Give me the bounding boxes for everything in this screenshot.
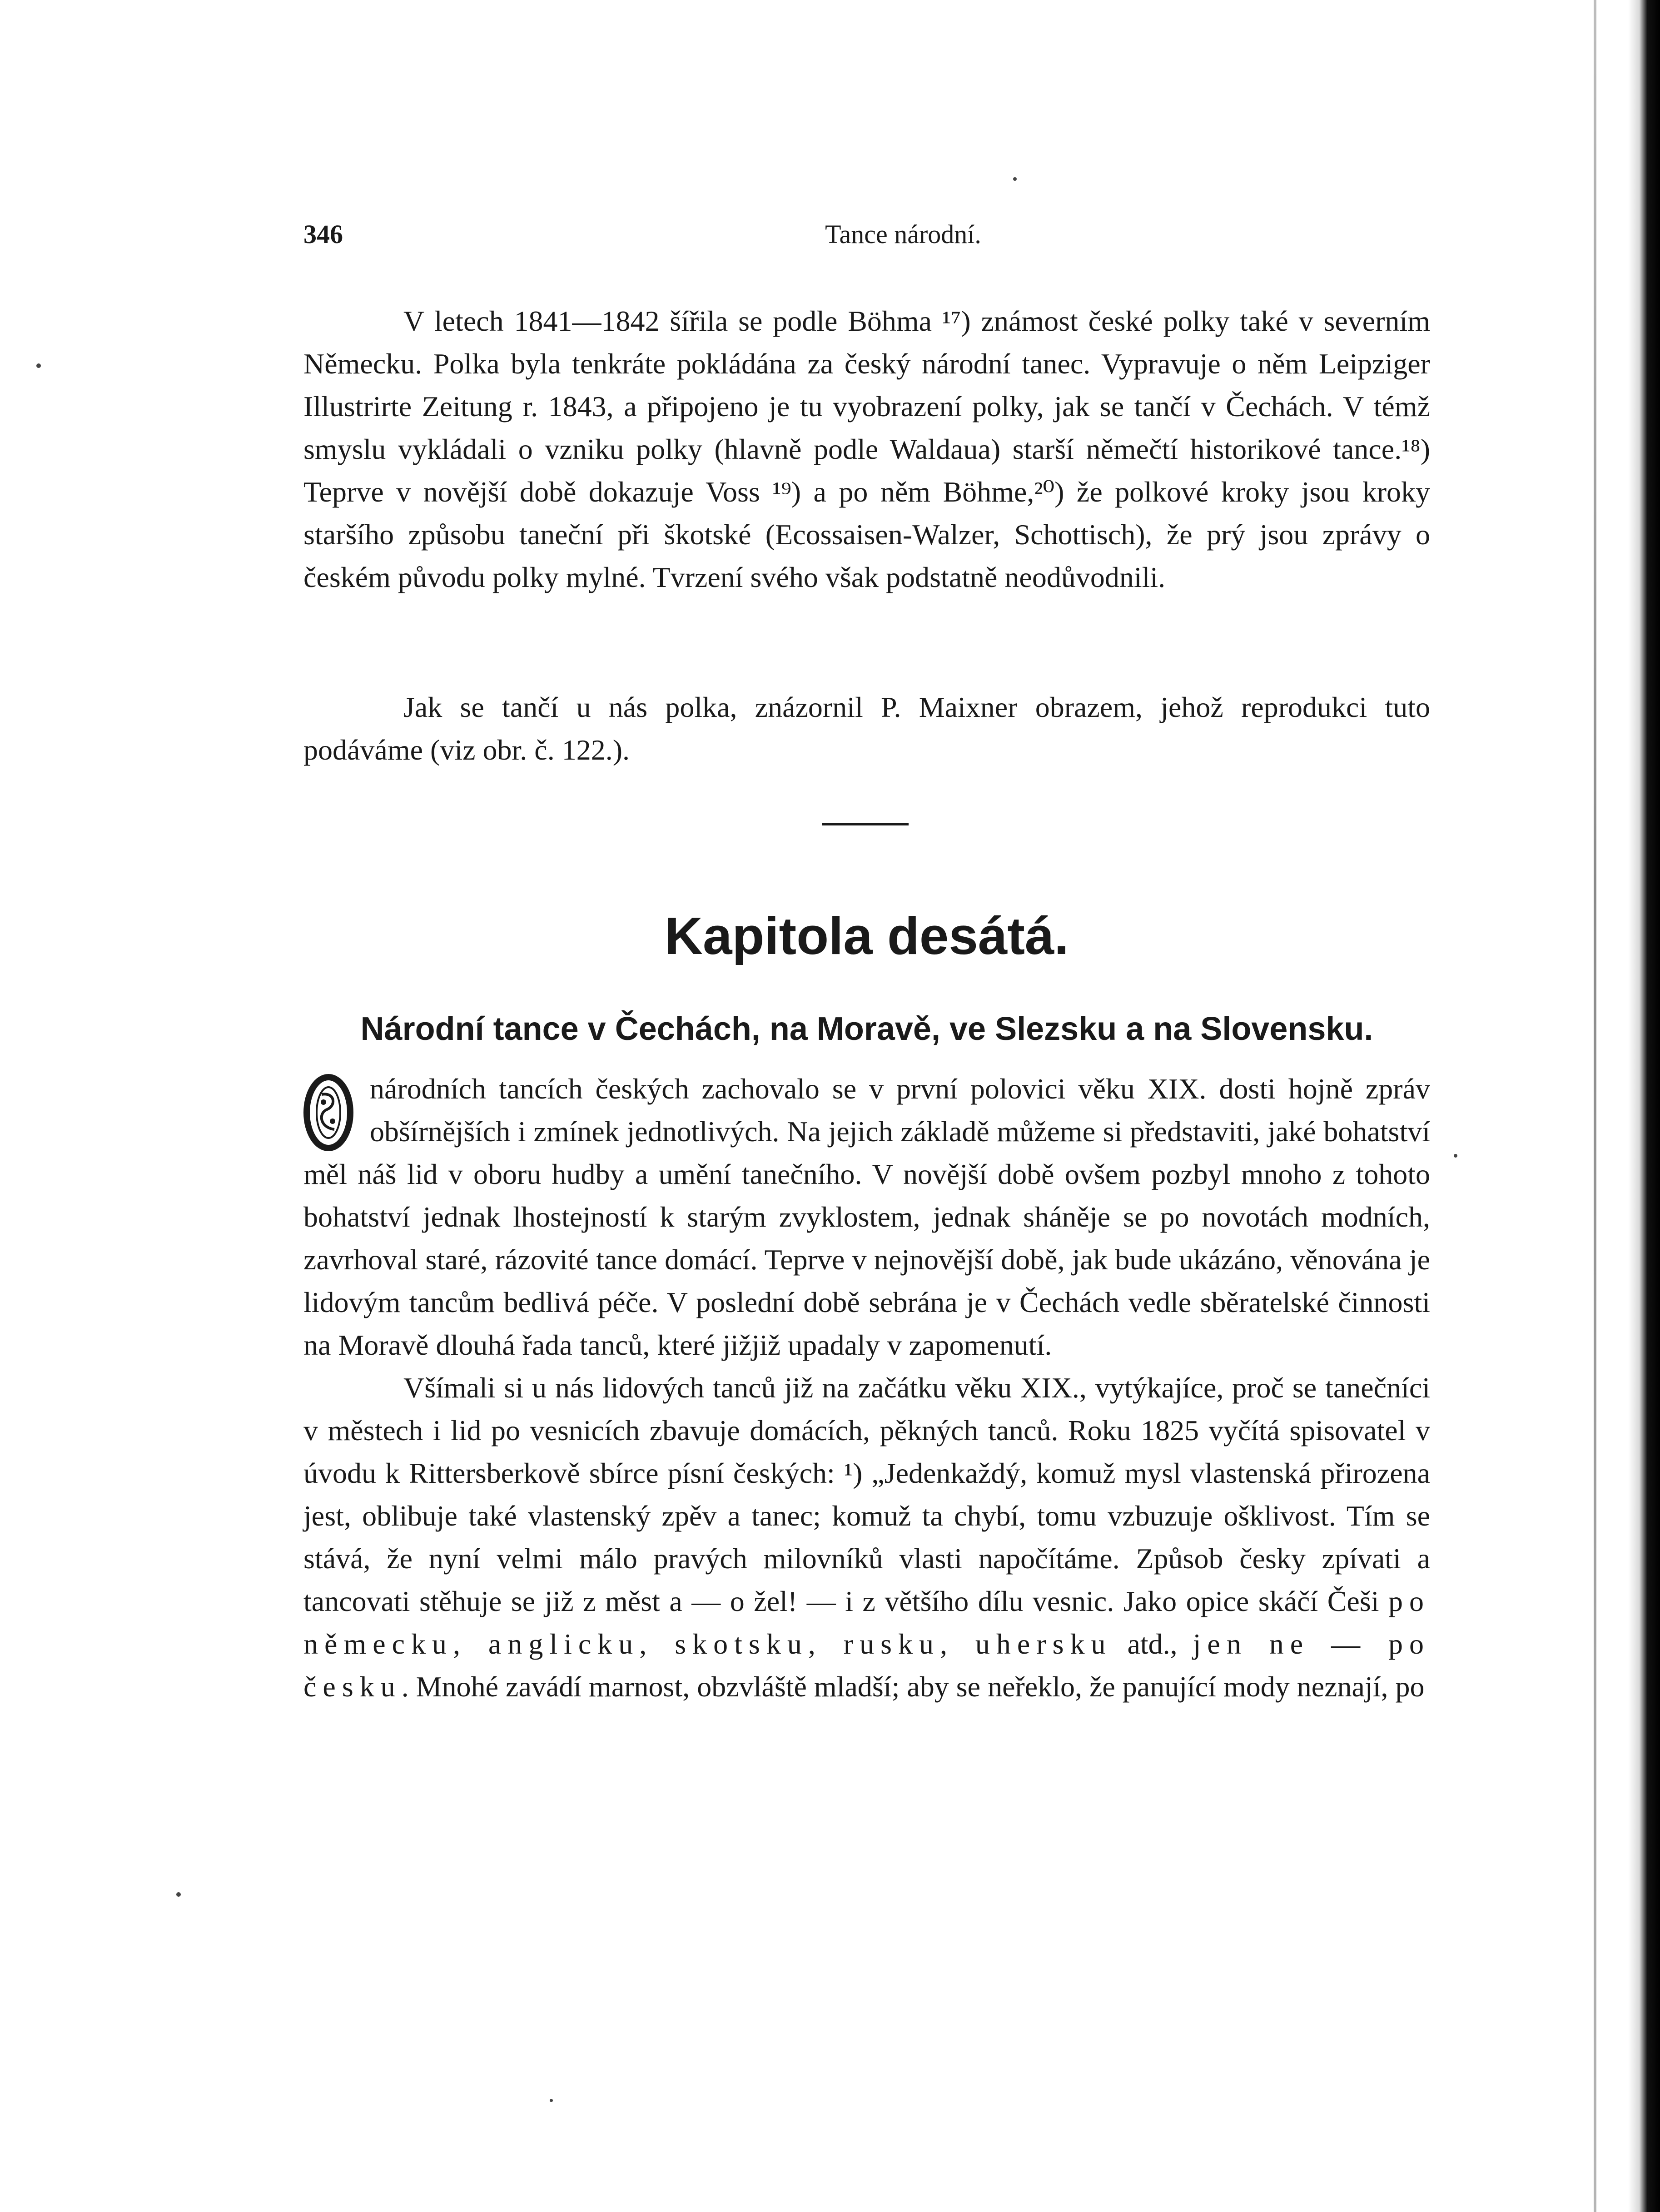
scan-speck [176, 1892, 181, 1897]
spaced-emphasis-1: po německu, anglicku, skotsku, rusku, uhersku [303, 1585, 1430, 1660]
section-polka-history [303, 300, 1430, 599]
section-national-dances [303, 1068, 1430, 1708]
paragraph-rittersberk-quote [303, 1367, 1430, 1708]
running-title: Tance národní. [825, 219, 981, 249]
drop-cap-initial [303, 1074, 353, 1151]
ornamental-o-icon [303, 1074, 353, 1151]
book-spine-shadow [1628, 0, 1660, 2212]
paragraph-polka-origin: V letech 1841—1842 šířila se podle Böhma ¹⁷) známost české polky také v severním Německu. Polka byla tenkráte pokládána za český národní tanec. Vypravuje o něm Leipziger Illustrirte Zeitung r. 1843, a připojeno je tu vyobrazení polky, jak se tančí v Čechách. V témž smyslu vykládali o vzniku polky (hlavně podle Waldaua) starší němečtí historikové tance.¹⁸) Teprve v novější době dokazuje Voss ¹⁹) a po něm Böhme,²⁰) že polkové kroky jsou kroky staršího způsobu taneční při škotské (Ecossaisen-Walzer, Schottisch), že prý jsou zprávy o českém původu polky mylné. Tvrzení svého však podstatně neodůvodnili. [303, 305, 1430, 593]
spaced-emphasis-2: jen ne — po česku [303, 1628, 1431, 1703]
page-edge-line [1594, 0, 1596, 2212]
quote-text-before: Všímali si u nás lidových tanců již na začátku věku XIX., vytýkajíce, proč se tanečníci v městech i lid po vesnicích zbavuje domácích, pěkných tanců. Roku 1825 vyčítá spisovatel v úvodu k Rittersberkově sbírce písní českých: ¹) „Jedenkaždý, komuž mysl vlastenská přirozena jest, oblibuje také vlastenský zpěv a tanec; komuž ta chybí, tomu vzbuzuje ošklivost. Tím se stává, že nyní velmi málo pravých milovníků vlasti napočítáme. Způsob česky zpívati a tancovati stěhuje se již z měst a — o žel! — i z většího dílu vesnic. Jako opice skáčí Češi [303, 1372, 1430, 1617]
chapter-title: Kapitola desátá. [665, 906, 1069, 965]
chapter-subtitle: Národní tance v Čechách, na Moravě, ve Slezsku a na Slovensku. [360, 1011, 1373, 1047]
quote-text-middle: atd., [1112, 1628, 1193, 1660]
paragraph-maixner-note: Jak se tančí u nás polka, znázornil P. Maixner obrazem, jehož reprodukci tuto podáváme (viz obr. č. 122.). [303, 691, 1430, 766]
section-divider [822, 823, 909, 825]
quote-text-after: . Mnohé zavádí marnost, obzvláště mladší; aby se neřeklo, že panující mody neznají, po [401, 1670, 1425, 1703]
scan-speck [1013, 177, 1017, 181]
paragraph-opening [303, 1068, 1430, 1367]
page-number: 346 [303, 219, 343, 249]
section-polka-image-note [303, 686, 1430, 771]
paragraph-opening-text: národních tancích českých zachovalo se v první polovici věku XIX. dosti hojně zpráv obšírnějších i zmínek jednotlivých. Na jejich základě můžeme si představiti, jaké bohatství měl náš lid v oboru hudby a umění tanečního. V novější době ovšem pozbyl mnoho z tohoto bohatství jednak lhostejností k starým zvyklostem, jednak sháněje se po novotách modních, zavrhoval staré, rázovité tance domácí. Teprve v nejnovější době, jak bude ukázáno, věnována je lidovým tancům bedlivá péče. V poslední době sebrána je v Čechách vedle sběratelské činnosti na Moravě dlouhá řada tanců, které jižjiž upadaly v zapomenutí. [303, 1073, 1430, 1361]
scan-speck [550, 2099, 553, 2102]
running-head [303, 210, 1430, 260]
scan-speck [1454, 1154, 1457, 1158]
scan-speck [36, 363, 41, 368]
